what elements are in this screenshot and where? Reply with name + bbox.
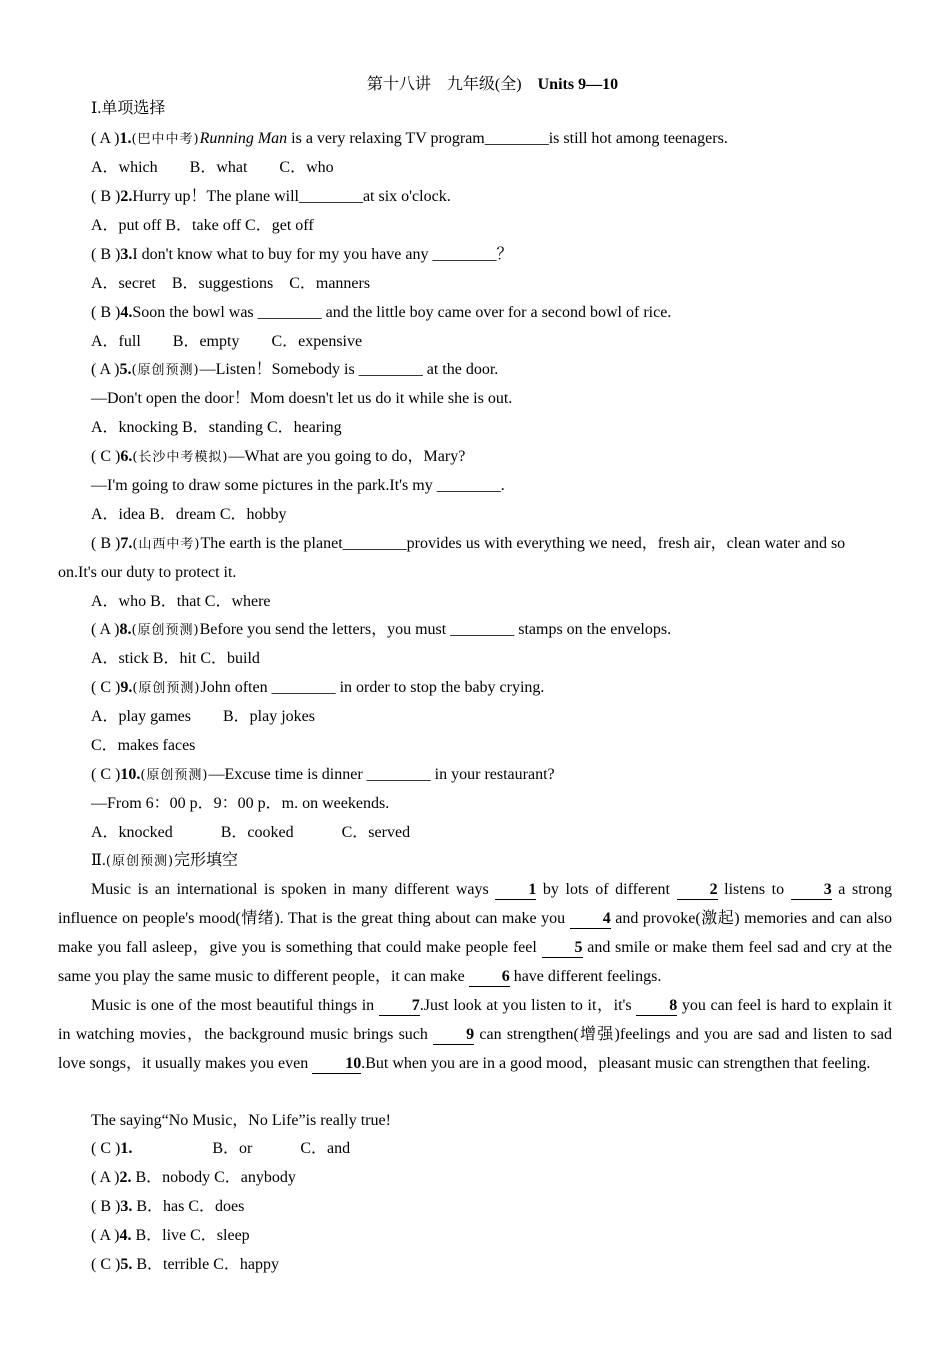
- cloze-blank: 7: [379, 997, 420, 1016]
- cloze-blank: 4: [570, 910, 611, 929]
- answer-8: ( A ): [91, 621, 120, 638]
- cloze-blank: 6: [469, 968, 510, 987]
- options-8: A．stick B．hit C．build: [91, 650, 260, 667]
- question-number: 5.: [119, 361, 132, 378]
- answer-7: ( B ): [91, 535, 121, 552]
- question-source: (长沙中考模拟): [132, 450, 229, 465]
- section-2-heading: Ⅱ.(原创预测)完形填空: [91, 852, 239, 869]
- options-3: A．secret B．suggestions C．manners: [91, 275, 371, 292]
- question-4: [91, 302, 671, 324]
- question-source: (原创预测): [140, 768, 209, 783]
- title-units: Units 9—10: [537, 76, 619, 93]
- cloze-blank: 1: [495, 881, 536, 900]
- options-5: A．knocking B．standing C．hearing: [91, 419, 342, 436]
- question-text: —Listen！Somebody is ________ at the door.: [199, 361, 499, 378]
- page-title: [0, 71, 950, 94]
- question-text: John often ________ in order to stop the baby crying.: [200, 679, 545, 696]
- question-text: Hurry up！The plane will________at six o'clock.: [132, 188, 451, 205]
- question-source: (山西中考): [132, 537, 201, 552]
- question-number: 7.: [120, 535, 133, 552]
- cloze-paragraph-1: Music is an international is spoken in many different ways 1 by lots of different 2 listens to 3 a strong influence on people's mood(情绪). That is the great thing about can make you 4 and provoke(激起) memories and can also make you fall asleep，give you is something that could make people feel 5 and smile or make them feel sad and cry at the same you play the same music to different people，it can make 6 have different feelings.: [58, 881, 893, 985]
- cloze-blank: 5: [542, 939, 583, 958]
- question-number: 8.: [119, 621, 132, 638]
- cloze-answer-4: ( A )4. B．live C．sleep: [91, 1227, 250, 1244]
- question-7-line-2: on.It's our duty to protect it.: [58, 564, 237, 581]
- question-1: [91, 128, 728, 150]
- question-text: The earth is the planet________provides us with everything we need，fresh air，clean water and so: [200, 535, 846, 552]
- question-6: [91, 446, 465, 468]
- question-8: [91, 619, 671, 641]
- cloze-blank: 2: [677, 881, 718, 900]
- options-7: A．who B．that C．where: [91, 593, 271, 610]
- answer-10: ( C ): [91, 766, 121, 783]
- options-6: A．idea B．dream C．hobby: [91, 506, 287, 523]
- question-6-line-2: —I'm going to draw some pictures in the park.It's my ________.: [91, 477, 505, 494]
- question-7: [91, 533, 892, 555]
- answer-9: ( C ): [91, 679, 121, 696]
- cloze-answer-5: ( C )5. B．terrible C．happy: [91, 1256, 279, 1273]
- question-source: (原创预测): [131, 363, 200, 378]
- cloze-blank: 8: [636, 997, 677, 1016]
- options-10: A．knocked B．cooked C．served: [91, 824, 411, 841]
- answer-3: ( B ): [91, 246, 121, 263]
- answer-1: ( A ): [91, 130, 120, 147]
- answer-2: ( B ): [91, 188, 121, 205]
- question-5: [91, 359, 498, 381]
- question-number: 4.: [120, 304, 133, 321]
- cloze-answer-1: ( C )1. B．or C．and: [91, 1140, 351, 1157]
- cloze-blank: 10: [312, 1055, 361, 1074]
- question-number: 1.: [119, 130, 132, 147]
- question-number: 10.: [120, 766, 141, 783]
- cloze-blank: 3: [791, 881, 832, 900]
- options-4: A．full B．empty C．expensive: [91, 333, 363, 350]
- question-text: Before you send the letters，you must ________ stamps on the envelops.: [199, 621, 672, 638]
- options-9-line-2: C．makes faces: [91, 737, 196, 754]
- question-10-line-2: —From 6：00 p．9：00 p．m. on weekends.: [91, 795, 390, 812]
- question-source: (巴中中考): [131, 132, 200, 147]
- question-source: (原创预测): [132, 681, 201, 696]
- question-number: 3.: [120, 246, 133, 263]
- question-text: I don't know what to buy for my you have any ________？: [132, 246, 513, 263]
- question-number: 2.: [120, 188, 133, 205]
- question-source: (原创预测): [131, 623, 200, 638]
- answer-5: ( A ): [91, 361, 120, 378]
- question-5-line-2: —Don't open the door！Mom doesn't let us do it while she is out.: [91, 390, 513, 407]
- question-10: [91, 764, 555, 786]
- answer-6: ( C ): [91, 448, 121, 465]
- cloze-blank: 9: [433, 1026, 474, 1045]
- question-text: —Excuse time is dinner ________ in your restaurant?: [208, 766, 555, 783]
- options-9: A．play games B．play jokes: [91, 708, 315, 725]
- cloze-paragraph-2: Music is one of the most beautiful things in 7.Just look at you listen to it，it's 8 you can feel is hard to explain it in watching movies，the background music brings such 9 can strengthen(增强)feelings and you are sad and listen to sad love songs，it usually makes you even 10.But when you are in a good mood，pleasant music can strengthen that feeling.: [58, 997, 892, 1072]
- question-text: —What are you going to do，Mary?: [228, 448, 466, 465]
- answer-4: ( B ): [91, 304, 121, 321]
- question-text: Soon the bowl was ________ and the little boy came over for a second bowl of rice.: [132, 304, 672, 321]
- section-1-heading: Ⅰ.单项选择: [91, 100, 166, 117]
- cloze-paragraph-3: The saying“No Music，No Life”is really true!: [91, 1112, 391, 1129]
- options-2: A．put off B．take off C．get off: [91, 217, 314, 234]
- italic-title: Running Man: [199, 130, 288, 147]
- question-number: 9.: [120, 679, 133, 696]
- question-number: 6.: [120, 448, 133, 465]
- title-chinese: 第十八讲 九年级(全): [366, 76, 522, 93]
- question-3: [91, 244, 513, 266]
- question-2: [91, 186, 451, 208]
- question-9: [91, 677, 544, 699]
- cloze-answer-2: ( A )2. B．nobody C．anybody: [91, 1169, 296, 1186]
- question-text: is a very relaxing TV program________is still hot among teenagers.: [287, 130, 728, 147]
- section-source: (原创预测): [105, 854, 175, 869]
- options-1: A．which B．what C．who: [91, 159, 334, 176]
- cloze-answer-3: ( B )3. B．has C．does: [91, 1198, 245, 1215]
